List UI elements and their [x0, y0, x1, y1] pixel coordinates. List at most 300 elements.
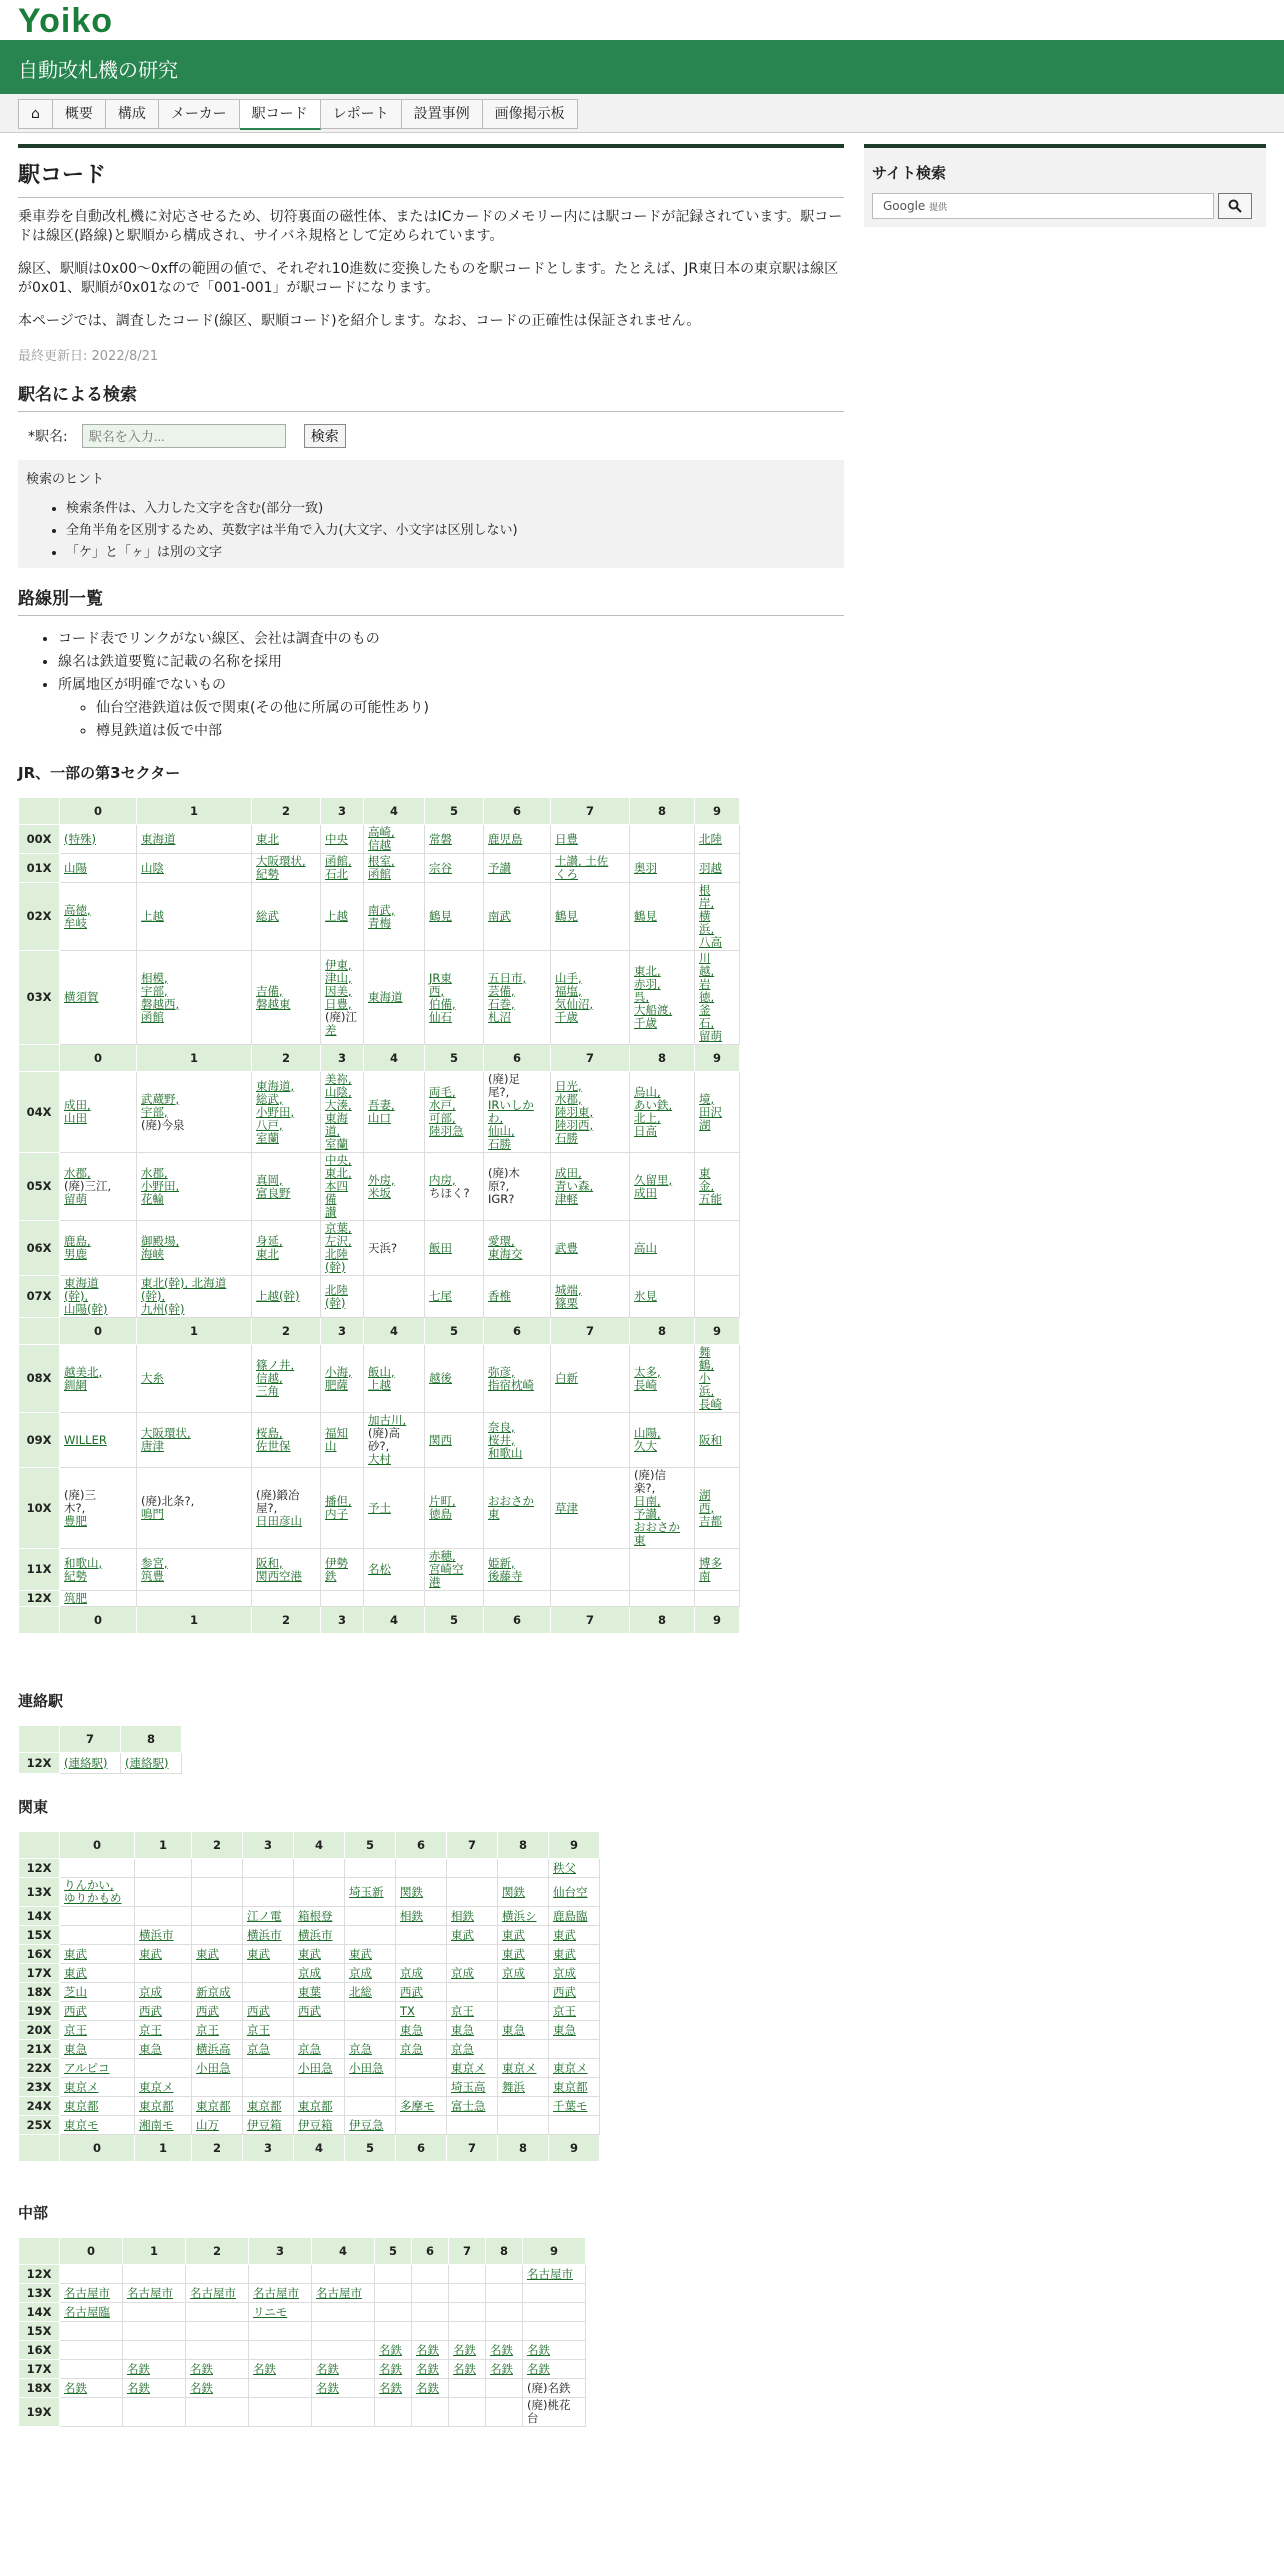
line-link[interactable]: 水郡, — [555, 1091, 582, 1106]
line-link[interactable]: 西, — [699, 1500, 715, 1515]
line-link[interactable]: 太多, — [634, 1364, 661, 1379]
line-link[interactable]: 伊豆箱 — [247, 2117, 282, 2132]
line-link[interactable]: 京王 — [451, 2003, 474, 2018]
line-link[interactable]: 京急 — [298, 2041, 321, 2056]
line-link[interactable]: 成田, — [64, 1098, 91, 1112]
line-link[interactable]: 弥彦, — [488, 1364, 515, 1379]
line-link[interactable]: 北陸 — [325, 1247, 348, 1261]
line-link[interactable]: 名鉄 — [379, 2361, 402, 2376]
line-link[interactable]: 上越 — [141, 909, 164, 923]
line-link[interactable]: 磐越西, — [141, 996, 180, 1011]
line-link[interactable]: 筑豊 — [141, 1568, 164, 1583]
line-link[interactable]: 佐世保 — [256, 1439, 291, 1453]
nav-item[interactable]: 設置事例 — [402, 99, 483, 129]
line-link[interactable]: 京王 — [64, 2022, 87, 2037]
line-link[interactable]: 山陽(幹) — [64, 1302, 108, 1316]
line-link[interactable]: 大阪環状, — [141, 1426, 191, 1440]
line-link[interactable]: 小野田, — [141, 1179, 180, 1193]
line-link[interactable]: 東武 — [139, 1946, 162, 1961]
line-link[interactable]: 博多 — [699, 1555, 722, 1570]
line-link[interactable]: おおさか — [488, 1494, 534, 1508]
line-link[interactable]: 東京メ — [451, 2060, 486, 2075]
line-link[interactable]: 篠栗 — [555, 1295, 578, 1310]
line-link[interactable]: 男鹿 — [64, 1247, 87, 1261]
line-link[interactable]: 予讃, — [634, 1507, 661, 1521]
line-link[interactable]: 長崎 — [699, 1397, 722, 1411]
line-link[interactable]: 南武 — [488, 909, 511, 923]
line-link[interactable]: 京成 — [400, 1965, 423, 1980]
line-link[interactable]: 筑肥 — [64, 1591, 87, 1605]
line-link[interactable]: 山口 — [368, 1111, 391, 1125]
line-link[interactable]: 相鉄 — [400, 1908, 423, 1923]
line-link[interactable]: 津山, — [325, 970, 352, 985]
line-link[interactable]: 北陸 — [699, 831, 722, 846]
line-link[interactable]: 名鉄 — [416, 2342, 439, 2357]
line-link[interactable]: 西武 — [298, 2003, 321, 2018]
line-link[interactable]: 紀勢 — [256, 867, 279, 881]
line-link[interactable]: 宇部, — [141, 1104, 168, 1119]
line-link[interactable]: 西武 — [196, 2003, 219, 2018]
line-link[interactable]: 湘南モ — [139, 2117, 174, 2132]
line-link[interactable]: 両毛, — [429, 1085, 456, 1099]
line-link[interactable]: 横須賀 — [64, 990, 99, 1004]
line-link[interactable]: 名古屋臨 — [64, 2304, 110, 2319]
line-link[interactable]: 京王 — [139, 2022, 162, 2037]
line-link[interactable]: 草津 — [555, 1500, 578, 1515]
line-link[interactable]: 仙台空 — [553, 1884, 588, 1899]
line-link[interactable]: 北上, — [634, 1111, 661, 1125]
line-link[interactable]: (幹), — [141, 1289, 166, 1303]
line-link[interactable]: 磐越東 — [256, 996, 291, 1011]
line-link[interactable]: 富士急 — [451, 2098, 486, 2113]
line-link[interactable]: 湖 — [699, 1487, 711, 1502]
line-link[interactable]: 伊豆箱 — [298, 2117, 333, 2132]
nav-item[interactable]: 概要 — [53, 99, 106, 129]
line-link[interactable]: 日豊 — [555, 831, 578, 846]
line-link[interactable]: 鹿児島 — [488, 831, 523, 846]
line-link[interactable]: 東北(幹), 北海道 — [141, 1276, 227, 1290]
line-link[interactable]: 飯山, — [368, 1364, 395, 1379]
line-link[interactable]: 武豊 — [555, 1240, 578, 1255]
line-link[interactable]: 横浜市 — [139, 1927, 174, 1942]
line-link[interactable]: 秩父 — [553, 1860, 576, 1875]
line-link[interactable]: (幹), — [64, 1289, 89, 1303]
line-link[interactable]: 京成 — [139, 1984, 162, 1999]
line-link[interactable]: 石北 — [325, 867, 348, 881]
line-link[interactable]: 山万 — [196, 2117, 219, 2132]
line-link[interactable]: 石勝 — [488, 1137, 511, 1151]
line-link[interactable]: 東急 — [400, 2022, 423, 2037]
line-link[interactable]: 小海, — [325, 1364, 352, 1379]
line-link[interactable]: 山陰 — [141, 860, 164, 875]
line-link[interactable]: 名古屋市 — [64, 2285, 110, 2300]
line-link[interactable]: 水郡, — [64, 1166, 91, 1180]
line-link[interactable]: 西武 — [400, 1984, 423, 1999]
line-link[interactable]: 東急 — [139, 2041, 162, 2056]
line-link[interactable]: 東武 — [451, 1927, 474, 1942]
nav-item[interactable]: メーカー — [159, 99, 240, 129]
line-link[interactable]: 日光, — [555, 1078, 582, 1093]
line-link[interactable]: (連絡駅) — [125, 1755, 169, 1770]
line-link[interactable]: 東 — [634, 1533, 646, 1547]
line-link[interactable]: (幹) — [325, 1260, 346, 1274]
line-link[interactable]: 函館, — [325, 854, 352, 868]
line-link[interactable]: 奈良, — [488, 1419, 515, 1434]
line-link[interactable]: 京急 — [349, 2041, 372, 2056]
line-link[interactable]: 名古屋市 — [127, 2285, 173, 2300]
line-link[interactable]: 氷見 — [634, 1289, 657, 1303]
line-link[interactable]: 東急 — [553, 2022, 576, 2037]
line-link[interactable]: 片町, — [429, 1494, 456, 1508]
line-link[interactable]: 金, — [699, 1179, 715, 1193]
line-link[interactable]: 内子 — [325, 1507, 348, 1521]
line-link[interactable]: 東 — [699, 1166, 711, 1180]
line-link[interactable]: 土讃, 土佐 — [555, 854, 609, 868]
line-link[interactable]: 越, — [699, 964, 715, 978]
line-link[interactable]: 中央, — [325, 1153, 352, 1167]
line-link[interactable]: 小田急 — [298, 2060, 333, 2075]
line-link[interactable]: 伊勢鉄 — [325, 1555, 348, 1583]
line-link[interactable]: 気仙沼, — [555, 996, 594, 1011]
line-link[interactable]: 浜, — [699, 922, 715, 936]
line-link[interactable]: 東海 — [325, 1111, 348, 1125]
line-link[interactable]: 紀勢 — [64, 1568, 87, 1583]
line-link[interactable]: 信越 — [368, 838, 391, 852]
line-link[interactable]: 総武 — [256, 909, 279, 923]
line-link[interactable]: 舞浜 — [502, 2079, 525, 2094]
line-link[interactable]: 東海道 — [368, 990, 403, 1004]
line-link[interactable]: 室蘭 — [256, 1130, 279, 1145]
line-link[interactable]: 箱根登 — [298, 1908, 333, 1923]
line-link[interactable]: 肥薩 — [325, 1377, 348, 1392]
line-link[interactable]: 札沼 — [488, 1009, 511, 1024]
line-link[interactable]: 東 — [488, 1507, 500, 1521]
line-link[interactable]: 桜井, — [488, 1432, 515, 1447]
line-link[interactable]: 信越, — [256, 1371, 283, 1385]
line-link[interactable]: 名鉄 — [416, 2361, 439, 2376]
line-link[interactable]: 留萌 — [64, 1192, 87, 1206]
line-link[interactable]: 川 — [699, 951, 711, 965]
line-link[interactable]: 東北, — [325, 1166, 352, 1180]
line-link[interactable]: 横浜シ — [502, 1908, 537, 1923]
line-link[interactable]: 阪和, — [256, 1555, 283, 1570]
line-link[interactable]: 東京都 — [196, 2098, 231, 2113]
line-link[interactable]: 富良野 — [256, 1185, 291, 1200]
line-link[interactable]: 横浜市 — [247, 1927, 282, 1942]
line-link[interactable]: 東武 — [553, 1946, 576, 1961]
line-link[interactable]: 阪和 — [699, 1432, 722, 1447]
line-link[interactable]: 北陸 — [325, 1282, 348, 1297]
line-link[interactable]: 名鉄 — [416, 2380, 439, 2395]
line-link[interactable]: IRいしか — [488, 1098, 534, 1112]
line-link[interactable]: 津軽 — [555, 1192, 578, 1206]
line-link[interactable]: 名鉄 — [379, 2380, 402, 2395]
line-link[interactable]: 名鉄 — [316, 2361, 339, 2376]
line-link[interactable]: 横 — [699, 909, 711, 923]
line-link[interactable]: 奥羽 — [634, 860, 657, 875]
line-link[interactable]: 北総 — [349, 1984, 372, 1999]
line-link[interactable]: 埼玉新 — [349, 1884, 384, 1899]
line-link[interactable]: 米坂 — [368, 1185, 391, 1200]
site-search-button[interactable] — [1218, 193, 1252, 219]
line-link[interactable]: 宮崎空 — [429, 1562, 464, 1576]
line-link[interactable]: リニモ — [253, 2304, 288, 2319]
line-link[interactable]: 東京都 — [553, 2079, 588, 2094]
line-link[interactable]: 高徳, — [64, 902, 91, 917]
line-link[interactable]: 篠ノ井, — [256, 1358, 295, 1372]
line-link[interactable]: 高山 — [634, 1240, 657, 1255]
line-link[interactable]: 西武 — [64, 2003, 87, 2018]
line-link[interactable]: 東京メ — [139, 2079, 174, 2094]
line-link[interactable]: 大阪環状, — [256, 854, 306, 868]
line-link[interactable]: 飯田 — [429, 1240, 452, 1255]
line-link[interactable]: 石勝 — [555, 1130, 578, 1145]
line-link[interactable]: 徳島 — [429, 1507, 452, 1521]
line-link[interactable]: 大村 — [368, 1452, 391, 1466]
line-link[interactable]: 小 — [699, 1371, 711, 1385]
line-link[interactable]: 東武 — [553, 1927, 576, 1942]
line-link[interactable]: 東武 — [64, 1965, 87, 1980]
line-link[interactable]: 長崎 — [634, 1377, 657, 1392]
line-link[interactable]: 相鉄 — [451, 1908, 474, 1923]
nav-item[interactable]: レポート — [321, 99, 402, 129]
line-link[interactable]: 上越 — [368, 1377, 391, 1392]
line-link[interactable]: 鳴門 — [141, 1507, 164, 1521]
line-link[interactable]: 京王 — [553, 2003, 576, 2018]
line-link[interactable]: 宗谷 — [429, 860, 452, 875]
line-link[interactable]: 東北 — [256, 1247, 279, 1261]
line-link[interactable]: 名古屋市 — [190, 2285, 236, 2300]
line-link[interactable]: 名鉄 — [253, 2361, 276, 2376]
line-link[interactable]: 青い森, — [555, 1179, 594, 1193]
line-link[interactable]: 五日市, — [488, 970, 527, 985]
line-link[interactable]: 東海交 — [488, 1247, 523, 1261]
line-link[interactable]: 播但, — [325, 1494, 352, 1508]
line-link[interactable]: 小田急 — [196, 2060, 231, 2075]
line-link[interactable]: 道, — [325, 1124, 341, 1138]
line-link[interactable]: 赤穂, — [429, 1549, 456, 1563]
line-link[interactable]: 東武 — [349, 1946, 372, 1961]
line-link[interactable]: 石, — [699, 1016, 715, 1030]
line-link[interactable]: 京葉, — [325, 1221, 352, 1235]
line-link[interactable]: 千葉モ — [553, 2098, 588, 2113]
line-link[interactable]: 赤羽, — [634, 977, 661, 991]
line-link[interactable]: 久留里, — [634, 1172, 673, 1187]
line-link[interactable]: 関鉄 — [502, 1884, 525, 1899]
line-link[interactable]: 京成 — [298, 1965, 321, 1980]
line-link[interactable]: WILLER — [64, 1432, 107, 1447]
line-link[interactable]: 京成 — [553, 1965, 576, 1980]
line-link[interactable]: 名鉄 — [490, 2361, 513, 2376]
line-link[interactable]: 横浜市 — [298, 1927, 333, 1942]
line-link[interactable]: 牟岐 — [64, 915, 87, 930]
line-link[interactable]: 大船渡, — [634, 1003, 673, 1017]
line-link[interactable]: 東葉 — [298, 1984, 321, 1999]
line-link[interactable]: (特殊) — [64, 831, 96, 846]
line-link[interactable]: 因美, — [325, 983, 352, 998]
line-link[interactable]: 山陽 — [64, 860, 87, 875]
line-link[interactable]: 御殿場, — [141, 1234, 180, 1248]
line-link[interactable]: 越美北, — [64, 1364, 103, 1379]
line-link[interactable]: 石巻, — [488, 996, 515, 1011]
line-link[interactable]: 成田 — [634, 1185, 657, 1200]
line-link[interactable]: 横浜高 — [196, 2041, 231, 2056]
line-link[interactable]: 美祢, — [325, 1072, 352, 1086]
line-link[interactable]: 姫新, — [488, 1555, 515, 1570]
line-link[interactable]: おおさか — [634, 1520, 680, 1534]
line-link[interactable]: 名鉄 — [379, 2342, 402, 2357]
line-link[interactable]: 大糸 — [141, 1371, 164, 1385]
line-link[interactable]: 内房, — [429, 1172, 456, 1187]
line-link[interactable]: 東海道 — [64, 1276, 99, 1290]
line-link[interactable]: 陸羽東, — [555, 1104, 594, 1119]
line-link[interactable]: 身延, — [256, 1234, 283, 1248]
line-link[interactable]: 左沢, — [325, 1234, 352, 1248]
line-link[interactable]: 東海道 — [141, 831, 176, 846]
line-link[interactable]: 中央 — [325, 831, 348, 846]
line-link[interactable]: 大湊, — [325, 1098, 352, 1112]
line-link[interactable]: 陸羽西, — [555, 1117, 594, 1132]
line-link[interactable]: 三角 — [256, 1384, 279, 1398]
line-link[interactable]: 可部, — [429, 1111, 456, 1125]
line-link[interactable]: 湖 — [699, 1117, 711, 1132]
line-link[interactable]: 真岡, — [256, 1172, 283, 1187]
line-link[interactable]: 釜 — [699, 1003, 711, 1017]
line-link[interactable]: 九州(幹) — [141, 1302, 185, 1316]
line-link[interactable]: 埼玉高 — [451, 2079, 486, 2094]
line-link[interactable]: 浜, — [699, 1384, 715, 1398]
line-link[interactable]: 和歌山 — [488, 1445, 523, 1460]
line-link[interactable]: 名鉄 — [190, 2380, 213, 2395]
line-link[interactable]: 函館 — [141, 1009, 164, 1024]
line-link[interactable]: 鹿島, — [64, 1234, 91, 1248]
line-link[interactable]: 讃 — [325, 1205, 337, 1219]
line-link[interactable]: 京成 — [349, 1965, 372, 1980]
site-search-input[interactable] — [872, 193, 1214, 219]
line-link[interactable]: 吾妻, — [368, 1098, 395, 1112]
line-link[interactable]: 陸羽急 — [429, 1124, 464, 1138]
line-link[interactable]: 和歌山, — [64, 1555, 103, 1570]
line-link[interactable]: 江ノ電 — [247, 1908, 282, 1923]
line-link[interactable]: 東武 — [196, 1946, 219, 1961]
line-link[interactable]: 指宿枕崎 — [488, 1377, 534, 1392]
line-link[interactable]: 根室, — [368, 854, 395, 868]
line-link[interactable]: 京王 — [196, 2022, 219, 2037]
line-link[interactable]: 七尾 — [429, 1289, 452, 1303]
line-link[interactable]: 水戸, — [429, 1098, 456, 1112]
line-link[interactable]: りんかい, — [64, 1878, 114, 1892]
line-link[interactable]: 徳, — [699, 990, 715, 1004]
nav-item[interactable]: 駅コード — [240, 99, 321, 130]
line-link[interactable]: JR東 — [429, 970, 452, 985]
line-link[interactable]: (連絡駅) — [64, 1755, 108, 1770]
line-link[interactable]: 名古屋市 — [527, 2266, 573, 2281]
line-link[interactable]: 名鉄 — [527, 2342, 550, 2357]
line-link[interactable]: 東京メ — [502, 2060, 537, 2075]
line-link[interactable]: 千歳 — [555, 1009, 578, 1024]
line-link[interactable]: 京成 — [451, 1965, 474, 1980]
line-link[interactable]: (幹) — [325, 1295, 346, 1310]
line-link[interactable]: 東武 — [298, 1946, 321, 1961]
line-link[interactable]: 名古屋市 — [316, 2285, 362, 2300]
line-link[interactable]: 日田彦山 — [256, 1513, 302, 1528]
line-link[interactable]: 差 — [325, 1022, 337, 1037]
line-link[interactable]: 東京都 — [298, 2098, 333, 2113]
line-link[interactable]: 鹿島臨 — [553, 1908, 588, 1923]
line-link[interactable]: 東京メ — [553, 2060, 588, 2075]
line-link[interactable]: 東京モ — [64, 2117, 99, 2132]
line-link[interactable]: 鶴見 — [634, 909, 657, 923]
line-link[interactable]: 五能 — [699, 1192, 722, 1206]
line-link[interactable]: 西武 — [247, 2003, 270, 2018]
line-link[interactable]: 総武, — [256, 1091, 283, 1106]
line-link[interactable]: 名鉄 — [453, 2361, 476, 2376]
line-link[interactable]: 港 — [429, 1575, 441, 1589]
line-link[interactable]: TX — [400, 2003, 415, 2018]
line-link[interactable]: 後藤寺 — [488, 1568, 523, 1583]
line-link[interactable]: 京急 — [451, 2041, 474, 2056]
line-link[interactable]: 呉, — [634, 990, 650, 1004]
line-link[interactable]: 上越(幹) — [256, 1289, 300, 1303]
line-link[interactable]: 名鉄 — [453, 2342, 476, 2357]
line-link[interactable]: 京王 — [247, 2022, 270, 2037]
line-link[interactable]: 武蔵野, — [141, 1091, 180, 1106]
line-link[interactable]: 福知山 — [325, 1426, 348, 1453]
line-link[interactable]: 鶴見 — [429, 909, 452, 923]
line-link[interactable]: 上越 — [325, 909, 348, 923]
line-link[interactable]: 香椎 — [488, 1289, 511, 1303]
line-link[interactable]: 豊肥 — [64, 1513, 87, 1528]
line-link[interactable]: 羽越 — [699, 860, 722, 875]
line-link[interactable]: 烏山, — [634, 1085, 661, 1099]
line-link[interactable]: 伯備, — [429, 996, 456, 1011]
line-link[interactable]: 白新 — [555, 1371, 578, 1385]
line-link[interactable]: 相模, — [141, 970, 168, 985]
line-link[interactable]: 八戸, — [256, 1117, 283, 1132]
line-link[interactable]: 日南, — [634, 1494, 661, 1508]
line-link[interactable]: 鶴, — [699, 1358, 715, 1372]
line-link[interactable]: 成田, — [555, 1166, 582, 1180]
line-link[interactable]: 東北 — [256, 831, 279, 846]
line-link[interactable]: 名鉄 — [127, 2361, 150, 2376]
line-link[interactable]: 山陽, — [634, 1426, 661, 1440]
line-link[interactable]: 京成 — [502, 1965, 525, 1980]
home-icon[interactable]: ⌂ — [18, 99, 53, 129]
line-link[interactable]: 南 — [699, 1568, 711, 1583]
line-link[interactable]: 東武 — [502, 1927, 525, 1942]
site-logo[interactable]: Yoiko — [18, 2, 114, 40]
line-link[interactable]: 山田 — [64, 1111, 87, 1125]
line-link[interactable]: 名鉄 — [190, 2361, 213, 2376]
line-link[interactable]: 宇部, — [141, 983, 168, 998]
line-link[interactable]: 名鉄 — [490, 2342, 513, 2357]
line-link[interactable]: 東急 — [451, 2022, 474, 2037]
line-link[interactable]: 名鉄 — [527, 2361, 550, 2376]
line-link[interactable]: 城端, — [555, 1282, 582, 1297]
line-link[interactable]: 福塩, — [555, 983, 582, 998]
line-link[interactable]: 芸備, — [488, 983, 515, 998]
line-link[interactable]: 東武 — [64, 1946, 87, 1961]
line-link[interactable]: 吉都 — [699, 1513, 722, 1528]
search-button[interactable]: 検索 — [304, 424, 346, 448]
line-link[interactable]: 関鉄 — [400, 1884, 423, 1899]
line-link[interactable]: 愛環, — [488, 1234, 515, 1248]
line-link[interactable]: 西武 — [139, 2003, 162, 2018]
line-link[interactable]: 岩 — [699, 977, 711, 991]
line-link[interactable]: 久大 — [634, 1439, 657, 1453]
line-link[interactable]: 東急 — [502, 2022, 525, 2037]
line-link[interactable]: 留萌 — [699, 1029, 722, 1043]
